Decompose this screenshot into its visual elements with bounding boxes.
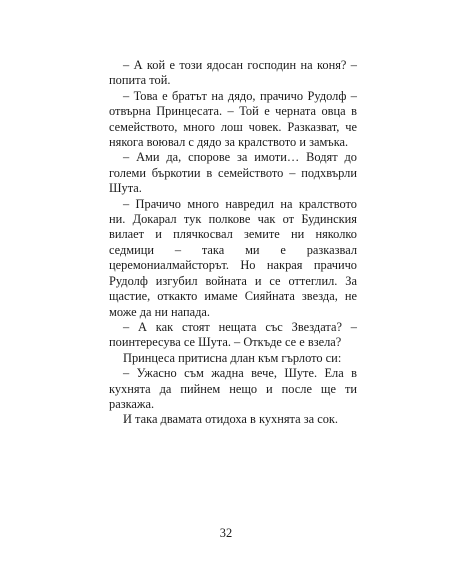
body-text: [109, 58, 357, 428]
page-number: 32: [219, 526, 233, 540]
paragraph: – А как стоят нещата със Звездата? – поинтересува се Шута. – Откъде се е взела?: [109, 319, 357, 350]
paragraph: И така двамата отидоха в кухнята за сок.: [123, 412, 339, 427]
paragraph: Принцеса притисна длан към гърлото си:: [123, 350, 342, 365]
paragraph: – Прачичо много навредил на кралството ни. Докарал тук полкове чак от Будинския вилает и плячкосвал земите ни няколко седмици – така ми е разказвал церемониалмайсторът. Но накрая прачичо Рудолф изгубил войната и се оттеглил. За щастие, откакто имаме Сияйната звезда, не може да ни напада.: [109, 196, 357, 319]
paragraph: – Ами да, спорове за имоти… Водят до големи бъркотии в семейството – подхвърли Шута.: [109, 150, 357, 196]
paragraph: – Ужасно съм жадна вече, Шуте. Ела в кухнята да пийнем нещо и после ще ти разкажа.: [109, 366, 357, 411]
paragraph: – Това е братът на дядо, прачичо Рудолф – отвърна Принцесата. – Той е черната овца в семейството, много лош човек. Разказват, че някога воювал с дядо за кралството и замъка.: [109, 88, 357, 150]
paragraph: – А кой е този ядосан господин на коня? – попита той.: [109, 58, 357, 88]
